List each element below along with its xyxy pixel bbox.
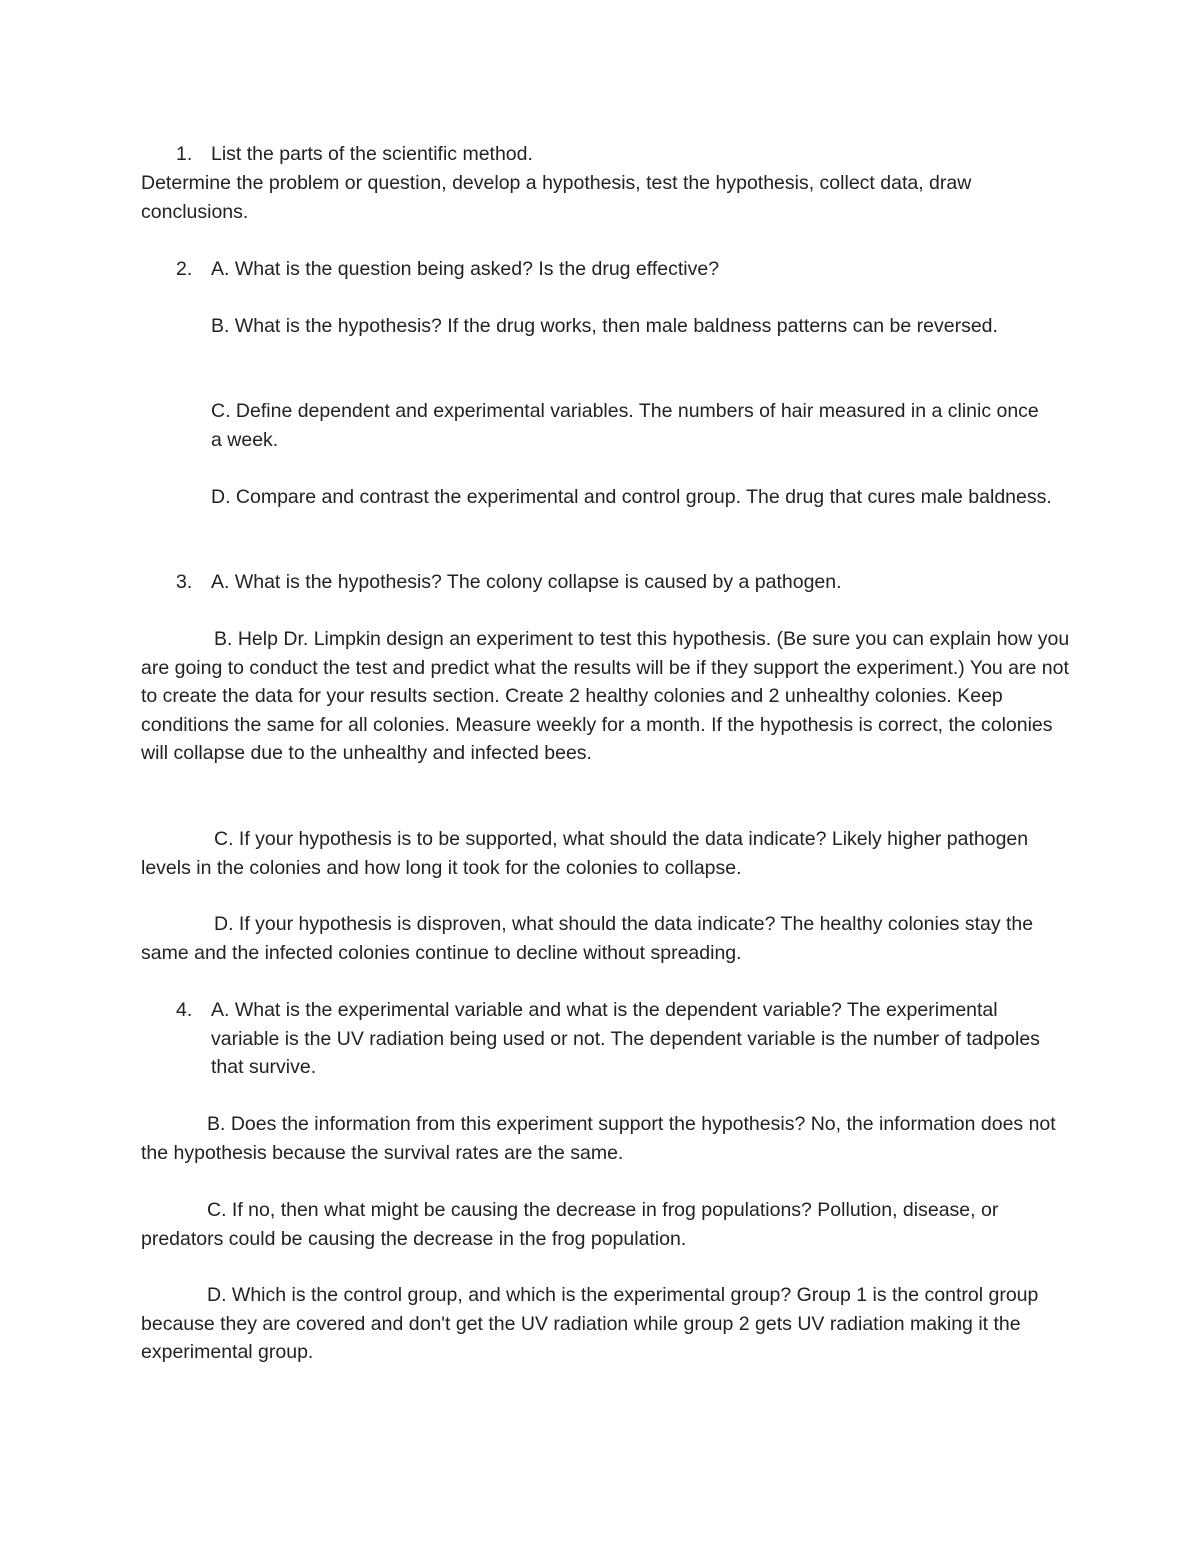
q4-number: 4. [176,999,193,1021]
q4-part-a: A. What is the experimental variable and what is the dependent variable? The experimental variable is the UV radiation being used or not. The dependent variable is the number of tadpoles that survive. [211,999,1040,1078]
q3-number: 3. [176,571,193,593]
q4-part-b: B. Does the information from this experiment support the hypothesis? No, the information does not the hypothesis because the survival rates are the same. [141,1113,1056,1164]
q2-part-c: C. Define dependent and experimental variables. The numbers of hair measured in a clinic once a week. [211,400,1039,451]
q2-part-d: D. Compare and contrast the experimental and control group. The drug that cures male baldness. [211,486,1052,508]
q1-number: 1. [176,143,193,165]
q3-part-d: D. If your hypothesis is disproven, what should the data indicate? The healthy colonies stay the same and the infected colonies continue to decline without spreading. [141,913,1034,964]
q3-part-a: A. What is the hypothesis? The colony collapse is caused by a pathogen. [211,571,842,593]
q1-question: List the parts of the scientific method. [211,143,533,165]
q3-part-c: C. If your hypothesis is to be supported, what should the data indicate? Likely higher pathogen levels in the colonies and how long it took for the colonies to collapse. [141,828,1029,879]
q2-number: 2. [176,258,193,280]
q2-part-b: B. What is the hypothesis? If the drug works, then male baldness patterns can be reversed. [211,315,998,337]
q1-answer: Determine the problem or question, develop a hypothesis, test the hypothesis, collect data, draw conclusions. [141,172,972,223]
q4-part-d: D. Which is the control group, and which is the experimental group? Group 1 is the control group because they are covered and don't get the UV radiation while group 2 gets UV radiation making it the experimental group. [141,1284,1039,1363]
q3-part-b: B. Help Dr. Limpkin design an experiment to test this hypothesis. (Be sure you can explain how you are going to conduct the test and predict what the results will be if they support the experiment.) You are not to create the data for your results section. Create 2 healthy colonies and 2 unhealthy colonies. Keep conditions the same for all colonies. Measure weekly for a month. If the hypothesis is correct, the colonies will collapse due to the unhealthy and infected bees. [141,628,1070,764]
q2-part-a: A. What is the question being asked? Is the drug effective? [211,258,720,280]
q4-part-c: C. If no, then what might be causing the decrease in frog populations? Pollution, disease, or predators could be causing the decrease in the frog population. [141,1199,999,1250]
